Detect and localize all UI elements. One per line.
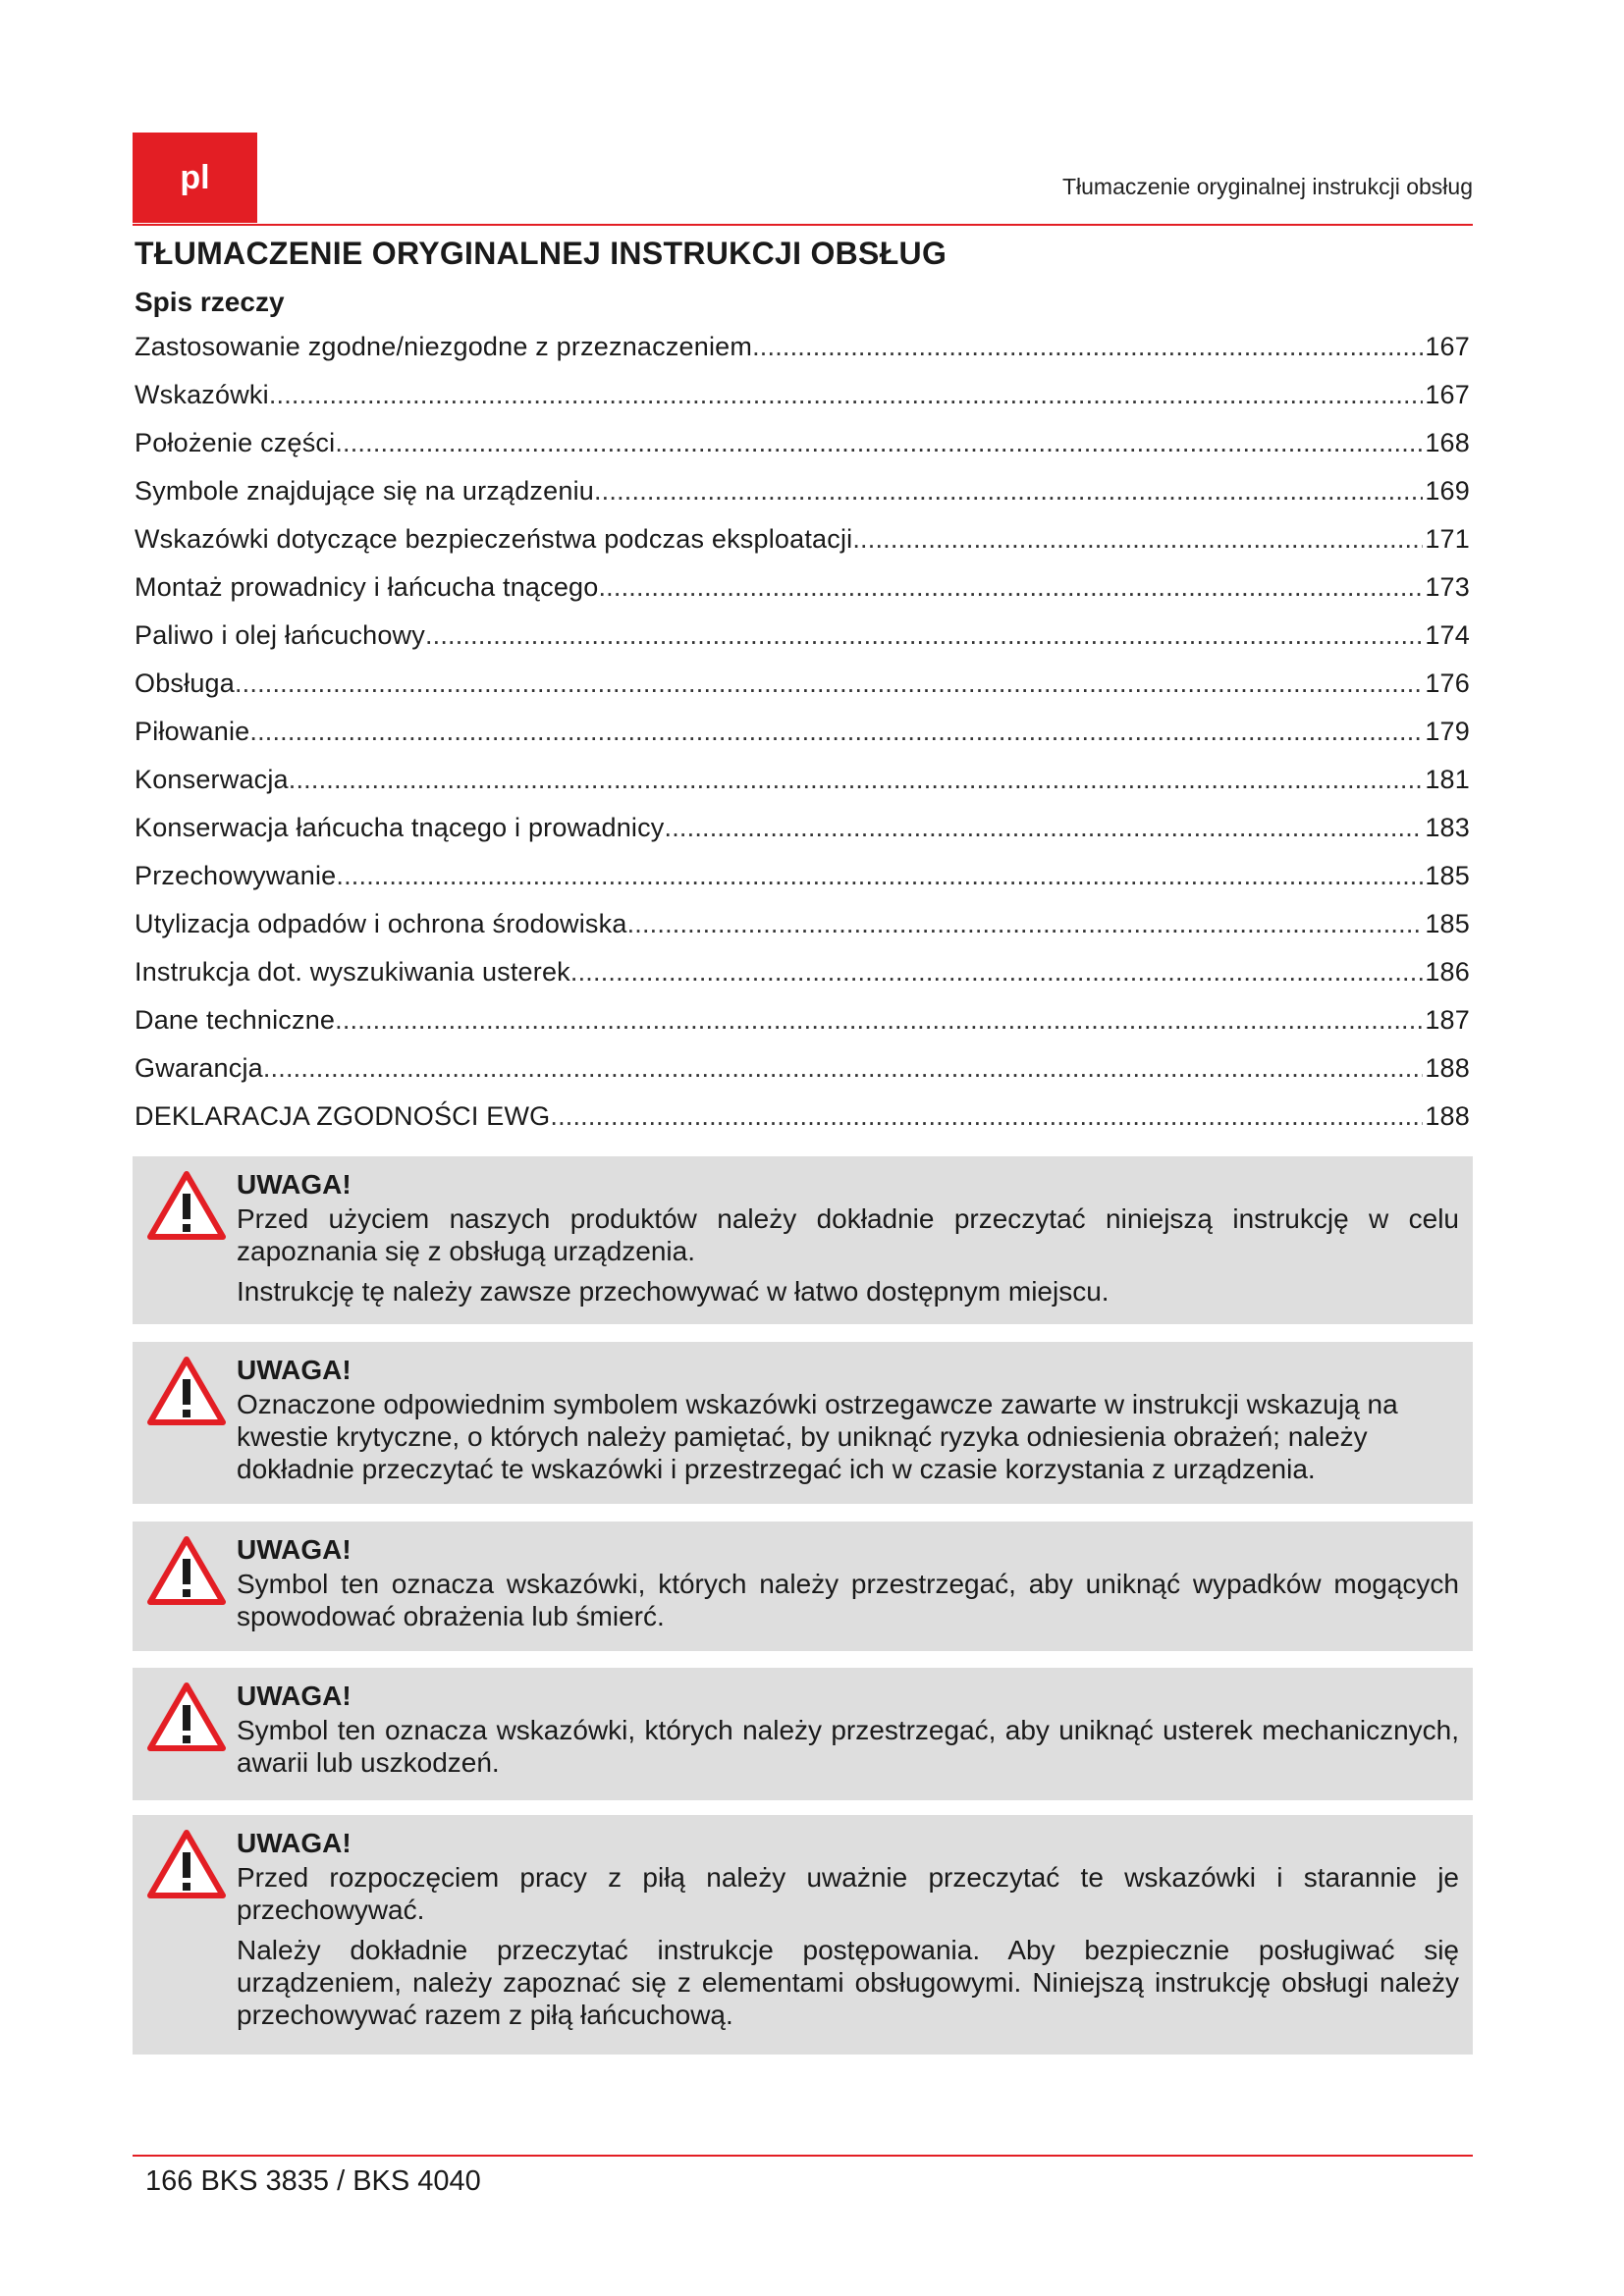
toc-item-label: Gwarancja [135, 1053, 263, 1083]
toc-item-label: Symbole znajdujące się na urządzeniu [135, 476, 594, 506]
toc-item-page: 187 [1425, 1005, 1470, 1035]
toc-item[interactable] [135, 1053, 1470, 1101]
toc-leader [570, 957, 1423, 988]
toc-item-label: Konserwacja łańcucha tnącego i prowadnicy [135, 813, 665, 842]
toc-item-page: 174 [1425, 620, 1470, 650]
toc-item[interactable] [135, 1101, 1470, 1149]
toc-item-page: 171 [1425, 524, 1470, 554]
toc-leader [665, 813, 1424, 843]
toc-item[interactable] [135, 668, 1470, 717]
toc-item-label: Instrukcja dot. wyszukiwania usterek [135, 957, 570, 987]
warning-triangle-icon [147, 1682, 226, 1752]
warning-text: Przed użyciem naszych produktów należy dokładnie przeczytać niniejszą instrukcję w celu zapoznania się z obsługą urządzenia. [237, 1203, 1459, 1266]
toc-item[interactable] [135, 380, 1470, 428]
toc-leader [594, 476, 1423, 507]
toc-item-label: Wskazówki dotyczące bezpieczeństwa podczas eksploatacji [135, 524, 853, 554]
warning-box [133, 1815, 1473, 2055]
toc-leader [627, 909, 1424, 939]
page-footer: 166 BKS 3835 / BKS 4040 [145, 2165, 481, 2197]
toc-item[interactable] [135, 909, 1470, 957]
warning-text: Symbol ten oznacza wskazówki, których należy przestrzegać, aby uniknąć wypadków mogących spowodować obrażenia lub śmierć. [237, 1569, 1459, 1631]
toc-item-label: Zastosowanie zgodne/niezgodne z przeznaczeniem [135, 332, 753, 361]
warning-title: UWAGA! [237, 1169, 352, 1200]
toc-item-page: 167 [1425, 380, 1470, 409]
toc-leader [335, 1005, 1423, 1036]
toc-item-label: Konserwacja [135, 765, 289, 794]
warning-triangle-icon [147, 1356, 226, 1426]
toc-leader [249, 717, 1423, 747]
toc-leader [263, 1053, 1423, 1084]
document-title: TŁUMACZENIE ORYGINALNEJ INSTRUKCJI OBSŁUG [135, 236, 947, 271]
warning-box [133, 1342, 1473, 1504]
toc-item-label: Wskazówki [135, 380, 269, 409]
toc-leader [335, 428, 1423, 458]
toc-item[interactable] [135, 1005, 1470, 1053]
toc-leader [425, 620, 1423, 651]
language-tab: pl [133, 133, 257, 223]
toc-item[interactable] [135, 524, 1470, 572]
warning-text: Symbol ten oznacza wskazówki, których należy przestrzegać, aby uniknąć usterek mechanicznych, awarii lub uszkodzeń. [237, 1715, 1459, 1778]
toc-item-label: Obsługa [135, 668, 235, 698]
toc-item[interactable] [135, 957, 1470, 1005]
toc-item[interactable] [135, 717, 1470, 765]
toc-item-page: 179 [1425, 717, 1470, 746]
warning-title: UWAGA! [237, 1534, 352, 1565]
toc-item[interactable] [135, 620, 1470, 668]
toc-item-label: Położenie części [135, 428, 336, 457]
warning-box [133, 1522, 1473, 1651]
warning-triangle-icon [147, 1535, 226, 1606]
toc-item-label: Przechowywanie [135, 861, 337, 890]
toc-item[interactable] [135, 428, 1470, 476]
toc-leader [336, 861, 1423, 891]
warning-text: Instrukcję tę należy zawsze przechowywać w łatwo dostępnym miejscu. [237, 1276, 1110, 1307]
toc-item-page: 188 [1425, 1053, 1470, 1083]
toc-item-label: Montaż prowadnicy i łańcucha tnącego [135, 572, 599, 602]
toc-item-page: 188 [1425, 1101, 1470, 1131]
running-header-title: Tłumaczenie oryginalnej instrukcji obsług [1061, 174, 1473, 199]
warning-text: Przed rozpoczęciem pracy z piłą należy uważnie przeczytać te wskazówki i starannie je przechowywać. [237, 1862, 1459, 1925]
toc-item-page: 181 [1425, 765, 1470, 794]
warning-box [133, 1156, 1473, 1324]
warning-title: UWAGA! [237, 1828, 352, 1858]
toc-item-page: 176 [1425, 668, 1470, 698]
toc-item-page: 168 [1425, 428, 1470, 457]
toc-item-label: Paliwo i olej łańcuchowy [135, 620, 425, 650]
toc-item-label: Utylizacja odpadów i ochrona środowiska [135, 909, 627, 938]
toc-item-page: 185 [1425, 861, 1470, 890]
toc-item[interactable] [135, 861, 1470, 909]
toc-leader [269, 380, 1424, 410]
toc-leader [235, 668, 1423, 699]
toc-item-page: 173 [1425, 572, 1470, 602]
toc-leader [852, 524, 1423, 555]
toc-item-page: 185 [1425, 909, 1470, 938]
warning-title: UWAGA! [237, 1681, 352, 1711]
toc-leader [550, 1101, 1423, 1132]
toc-item-page: 167 [1425, 332, 1470, 361]
warning-title: UWAGA! [237, 1355, 352, 1385]
warning-triangle-icon [147, 1170, 226, 1241]
toc-item-page: 169 [1425, 476, 1470, 506]
toc-item[interactable] [135, 765, 1470, 813]
warning-box [133, 1668, 1473, 1800]
toc-item[interactable] [135, 332, 1470, 380]
toc-item-label: Dane techniczne [135, 1005, 336, 1035]
toc-leader [289, 765, 1424, 795]
warning-triangle-icon [147, 1829, 226, 1899]
toc-item-label: DEKLARACJA ZGODNOŚCI EWG [135, 1101, 551, 1131]
toc-item-label: Piłowanie [135, 717, 250, 746]
toc-item-page: 183 [1425, 813, 1470, 842]
toc-item[interactable] [135, 813, 1470, 861]
table-of-contents [135, 332, 1470, 1149]
toc-leader [598, 572, 1423, 603]
warning-text: Oznaczone odpowiednim symbolem wskazówki ostrzegawcze zawarte w instrukcji wskazują na kwestie krytyczne, o których należy pamiętać, by uniknąć ryzyka odniesienia obrażeń; należy dokładnie przeczytać te wskazówki i przestrzegać ich w czasie korzystania z urządzenia. [237, 1389, 1398, 1484]
header-divider [133, 224, 1473, 226]
toc-heading: Spis rzeczy [135, 287, 285, 317]
footer-divider [133, 2155, 1473, 2157]
toc-item-page: 186 [1425, 957, 1470, 987]
warning-text: Należy dokładnie przeczytać instrukcje postępowania. Aby bezpiecznie posługiwać się urządzeniem, należy zapoznać się z elementami obsługowymi. Niniejszą instrukcję obsługi należy przechowywać razem z piłą łańcuchową. [237, 1935, 1459, 2030]
toc-leader [752, 332, 1423, 362]
toc-item[interactable] [135, 572, 1470, 620]
toc-item[interactable] [135, 476, 1470, 524]
